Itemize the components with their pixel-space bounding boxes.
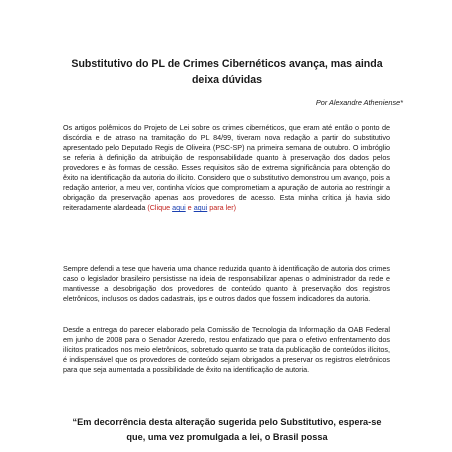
paragraph-3: Desde a entrega do parecer elaborado pela Comissão de Tecnologia da Informação da OAB Federal em junho de 2008 para o Senador Azeredo, restou enfatizado que para o efetivo enfrentamento dos ilícitos praticados nos meio eletrônicos, sobretudo quanto se trata da publicação de conteúdos ilícitos, é indispensável que os provedores de conteúdo sejam obrigados a preservar os registros eletrônicos para que seja aumentada a possibilidade de êxito na identificação de autoria. — [63, 325, 390, 374]
pull-quote: “Em decorrência desta alteração sugerida pelo Substitutivo, espera-se que, uma vez promulgada a lei, o Brasil possa — [72, 417, 382, 442]
link-close-text: para ler) — [207, 203, 237, 212]
article-title: Substitutivo do PL de Crimes Cibernéticos avança, mas ainda deixa dúvidas — [71, 58, 383, 86]
paragraph-1 — [63, 123, 390, 213]
article-author: Por Alexandre Atheniense* — [315, 98, 403, 107]
link-aqui-2[interactable]: aqui — [193, 203, 208, 212]
link-open-text: (Clique — [147, 203, 173, 212]
link-aqui-1[interactable]: aqui — [172, 203, 186, 212]
paragraph-1-text: Os artigos polêmicos do Projeto de Lei sobre os crimes cibernéticos, que eram até então o ponto de discórdia e de atraso na tramitação do PL 84/99, tiveram nova redação a partir do substitutivo apresentado pelo Deputado Regis de Oliveira (PSC-SP) na primeira semana de outubro. O imbróglio se referia à definição da atribuição de responsabilidade quanto à preservação dos dados pelos provedores e às formas de cessão. Esses requisitos são de extrema significância para obtenção do êxito na identificação da autoria do ilícito. Considero que o substitutivo demonstrou um avanço, pois a redação anterior, a meu ver, continha vícios que comprometiam a apuração de autoria ao restringir a obrigação da preservação apenas aos provedores de acesso. Esta minha crítica já havia sido reiteradamente alardeada — [63, 123, 390, 212]
link-mid-text: e — [185, 203, 194, 212]
paragraph-2: Sempre defendi a tese que haveria uma chance reduzida quanto à identificação de autoria dos crimes caso o legislador brasileiro persistisse na ideia de responsabilizar apenas o administrador da rede e mantivesse a desobrigação dos provedores de conteúdo quanto à preservação dos registros eletrônicos, inclusos os dados cadastrais, ips e outros dados que fossem indicadores da autoria. — [63, 264, 390, 303]
